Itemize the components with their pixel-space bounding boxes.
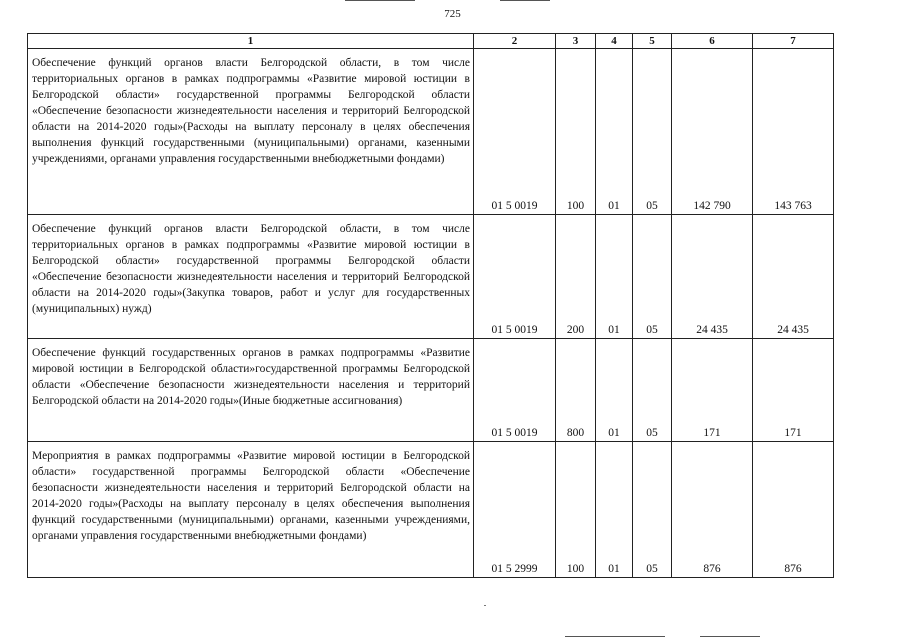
row-section: 01: [596, 215, 633, 339]
table-row: [28, 49, 834, 215]
row-target-code: 01 5 2999: [474, 442, 556, 578]
scan-line-top-left: [345, 0, 415, 1]
budget-table: [27, 33, 834, 578]
header-col-4: 4: [596, 34, 633, 49]
row-expense-type: 200: [556, 215, 596, 339]
row-section: 01: [596, 49, 633, 215]
header-col-6: 6: [672, 34, 753, 49]
header-col-3: 3: [556, 34, 596, 49]
row-expense-type: 800: [556, 339, 596, 442]
header-row: [28, 34, 834, 49]
scan-line-bottom-right: [700, 636, 760, 637]
row-amount-1: 171: [672, 339, 753, 442]
header-col-1: 1: [28, 34, 474, 49]
table-row: [28, 339, 834, 442]
table-row: [28, 442, 834, 578]
row-description: Обеспечение функций органов власти Белгородской области, в том числе территориальных органов в рамках подпрограммы «Развитие мировой юстиции в Белгородской области» государственной программы Белгородской области «Обеспечение безопасности жизнедеятельности населения и территорий Белгородской области на 2014-2020 годы»(Закупка товаров, работ и услуг для государственных (муниципальных) нужд): [28, 215, 474, 339]
row-section: 01: [596, 442, 633, 578]
row-amount-1: 876: [672, 442, 753, 578]
row-target-code: 01 5 0019: [474, 339, 556, 442]
row-target-code: 01 5 0019: [474, 215, 556, 339]
header-col-2: 2: [474, 34, 556, 49]
row-subsection: 05: [633, 442, 672, 578]
row-amount-2: 143 763: [753, 49, 834, 215]
row-target-code: 01 5 0019: [474, 49, 556, 215]
page-number: 725: [444, 8, 461, 20]
scan-line-top-right: [500, 0, 550, 1]
row-amount-1: 24 435: [672, 215, 753, 339]
header-col-7: 7: [753, 34, 834, 49]
row-description: Мероприятия в рамках подпрограммы «Развитие мировой юстиции в Белгородской области» государственной программы Белгородской области «Обеспечение безопасности жизнедеятельности населения и территорий Белгородской области на 2014-2020 годы»(Расходы на выплату персоналу в целях обеспечения выполнения функций государственными (муниципальными) органами, казенными учреждениями, органами управления государственными внебюджетными фондами): [28, 442, 474, 578]
row-section: 01: [596, 339, 633, 442]
row-expense-type: 100: [556, 442, 596, 578]
row-amount-2: 24 435: [753, 215, 834, 339]
scan-line-bottom-left: [565, 636, 665, 637]
row-amount-2: 171: [753, 339, 834, 442]
header-col-5: 5: [633, 34, 672, 49]
scan-dot: [484, 605, 486, 606]
row-amount-1: 142 790: [672, 49, 753, 215]
row-amount-2: 876: [753, 442, 834, 578]
row-expense-type: 100: [556, 49, 596, 215]
row-subsection: 05: [633, 49, 672, 215]
row-subsection: 05: [633, 215, 672, 339]
table-row: [28, 215, 834, 339]
row-description: Обеспечение функций государственных органов в рамках подпрограммы «Развитие мировой юстиции в Белгородской области»государственной программы Белгородской области «Обеспечение безопасности жизнедеятельности населения и территорий Белгородской области на 2014-2020 годы»(Иные бюджетные ассигнования): [28, 339, 474, 442]
row-description: Обеспечение функций органов власти Белгородской области, в том числе территориальных органов в рамках подпрограммы «Развитие мировой юстиции в Белгородской области» государственной программы Белгородской области «Обеспечение безопасности жизнедеятельности населения и территорий Белгородской области на 2014-2020 годы»(Расходы на выплату персоналу в целях обеспечения выполнения функций государственными (муниципальными) органами, казенными учреждениями, органами управления государственными внебюджетными фондами): [28, 49, 474, 215]
row-subsection: 05: [633, 339, 672, 442]
